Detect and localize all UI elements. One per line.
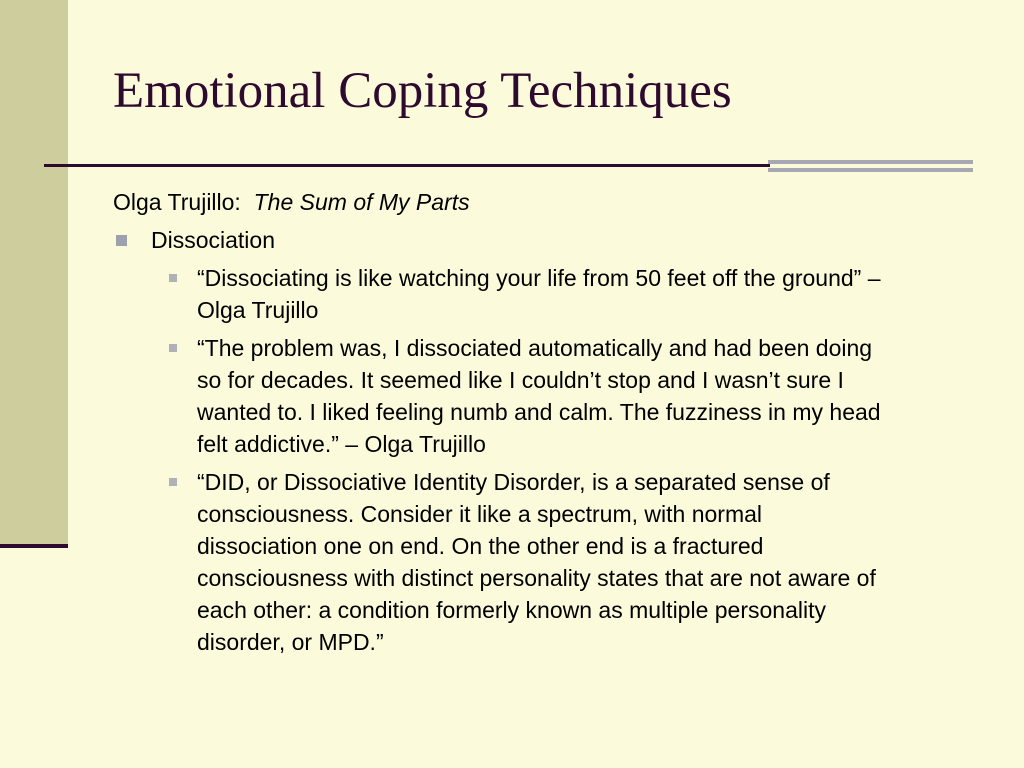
sub-bullet-list — [113, 262, 973, 658]
square-bullet-icon — [169, 344, 177, 352]
sub-bullet-item — [113, 332, 883, 460]
slide-title: Emotional Coping Techniques — [113, 63, 732, 119]
sub-bullet-text: “Dissociating is like watching your life from 50 feet off the ground” – Olga Trujillo — [197, 265, 881, 323]
title-divider-accent — [768, 160, 973, 180]
square-bullet-icon — [169, 478, 177, 486]
square-bullet-icon — [169, 274, 177, 282]
sub-bullet-item — [113, 262, 883, 326]
source-author: Olga Trujillo: — [113, 189, 241, 215]
left-accent-underline — [0, 544, 68, 548]
slide-body — [113, 186, 973, 658]
bullet-item — [113, 224, 973, 256]
title-divider — [44, 164, 770, 167]
bullet-label: Dissociation — [151, 227, 275, 253]
sub-bullet-text: “The problem was, I dissociated automatically and had been doing so for decades. It seemed like I couldn’t stop and I wasn’t sure I wanted to. I liked feeling numb and calm. The fuzziness in my head felt addictive.” – Olga Trujillo — [197, 335, 881, 457]
square-bullet-icon — [116, 235, 127, 246]
sub-bullet-item — [113, 466, 883, 658]
left-accent-bar — [0, 0, 68, 545]
source-line — [113, 186, 973, 218]
sub-bullet-text: “DID, or Dissociative Identity Disorder, is a separated sense of consciousness. Consider it like a spectrum, with normal dissociation one on end. On the other end is a fractured consciousness with distinct personality states that are not aware of each other: a condition formerly known as multiple personality disorder, or MPD.” — [197, 469, 876, 655]
source-book-title: The Sum of My Parts — [253, 189, 470, 215]
